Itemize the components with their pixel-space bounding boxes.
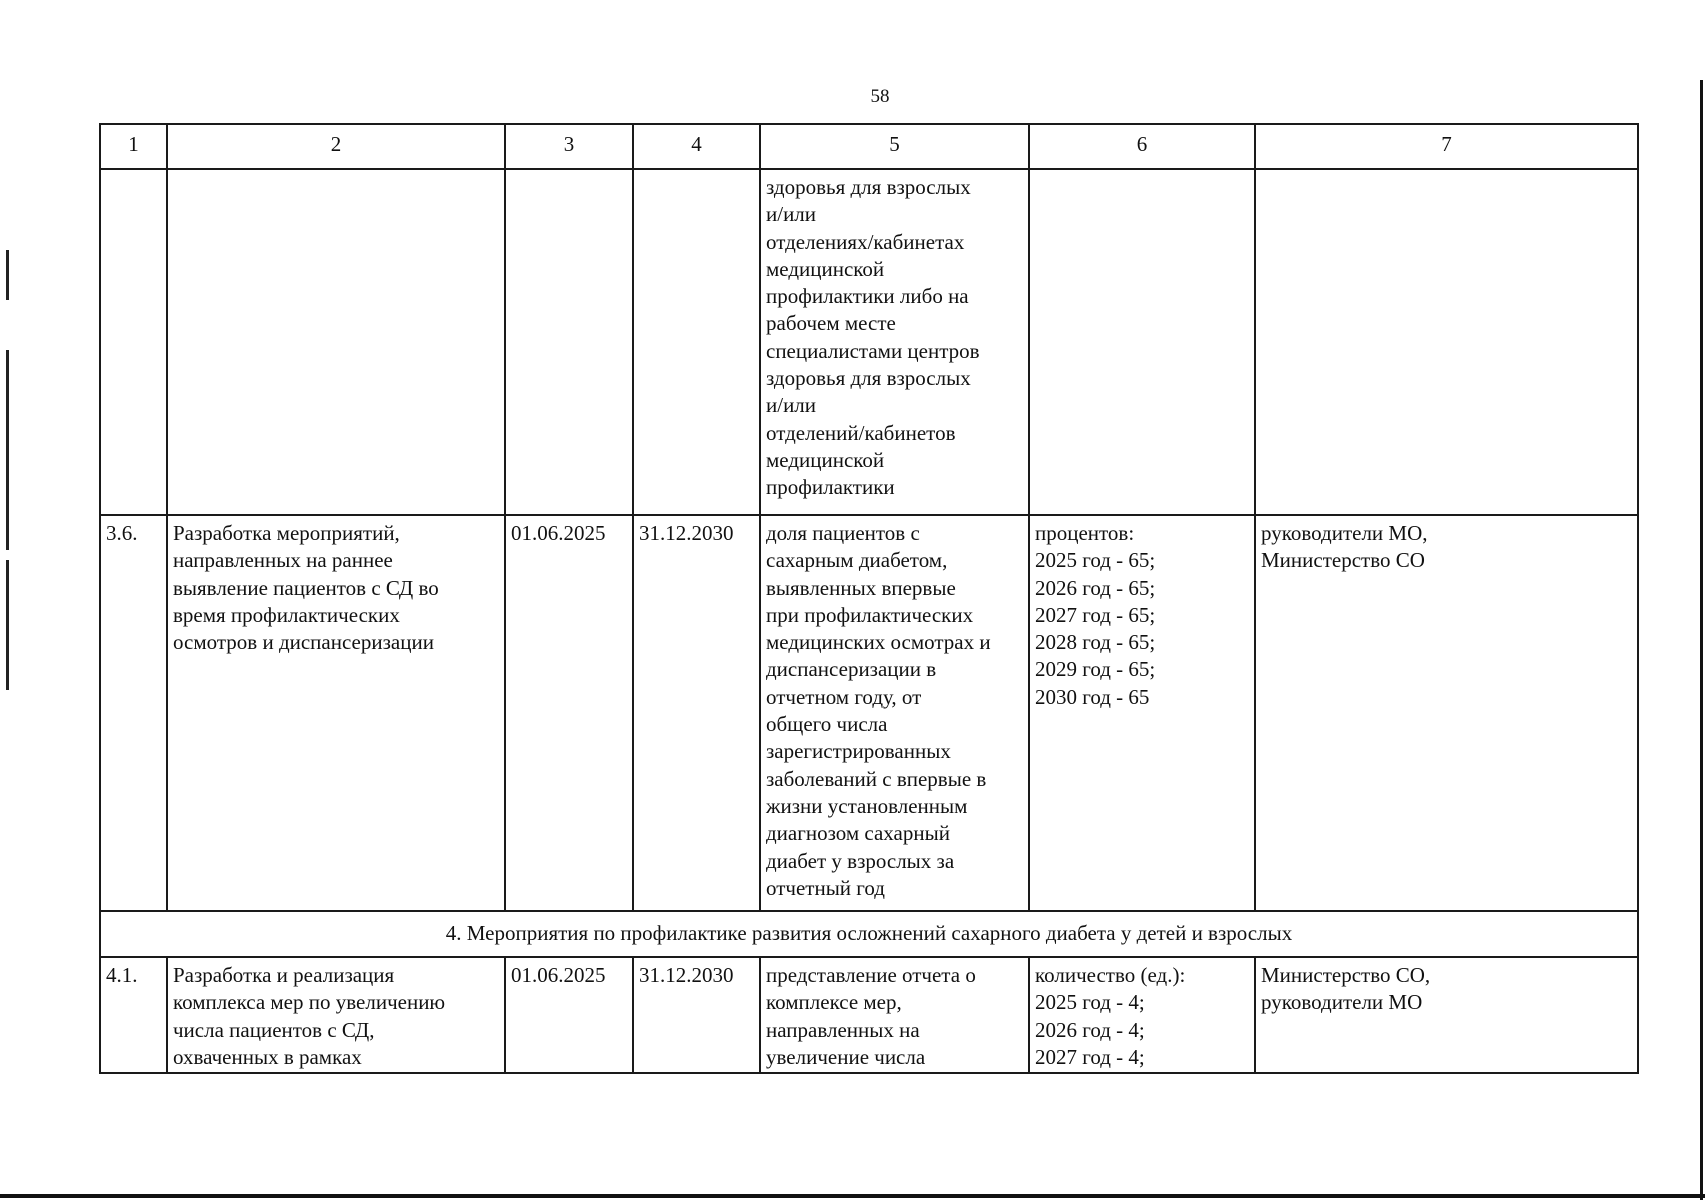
measure-cell: Разработка мероприятий, направленных на раннее выявление пациентов с СД во время профилактических осмотров и диспансеризации xyxy=(167,515,505,911)
page-number: 58 xyxy=(870,86,890,107)
scan-edge-mark xyxy=(6,350,9,550)
table-cell xyxy=(633,169,760,515)
responsible-cell: Министерство СО, руководители МО xyxy=(1255,957,1638,1073)
indicator-cell: здоровья для взрослых и/или отделениях/кабинетах медицинской профилактики либо на рабочем месте специалистами центров здоровья для взрослых и/или отделений/кабинетов медицинской профилактики xyxy=(760,169,1029,515)
header-cell: 7 xyxy=(1255,124,1638,169)
table-row-continued xyxy=(100,169,1638,515)
header-cell: 1 xyxy=(100,124,167,169)
start-date-cell: 01.06.2025 xyxy=(505,957,633,1073)
end-date-cell: 31.12.2030 xyxy=(633,957,760,1073)
table-cell xyxy=(1029,169,1255,515)
table-cell xyxy=(167,169,505,515)
header-cell: 6 xyxy=(1029,124,1255,169)
header-cell: 3 xyxy=(505,124,633,169)
header-row xyxy=(100,124,1638,169)
header-cell: 5 xyxy=(760,124,1029,169)
table-cell xyxy=(100,169,167,515)
indicator-cell: доля пациентов с сахарным диабетом, выявленных впервые при профилактических медицинских осмотрах и диспансеризации в отчетном году, от общего числа зарегистрированных заболеваний с впервые в жизни установленным диагнозом сахарный диабет у взрослых за отчетный год xyxy=(760,515,1029,911)
table-cell xyxy=(505,169,633,515)
indicator-cell: представление отчета о комплексе мер, направленных на увеличение числа xyxy=(760,957,1029,1073)
values-cell: количество (ед.): 2025 год - 4; 2026 год - 4; 2027 год - 4; xyxy=(1029,957,1255,1073)
table-row-4-1 xyxy=(100,957,1638,1073)
scan-edge-mark xyxy=(6,560,9,690)
table-cell xyxy=(1255,169,1638,515)
responsible-cell: руководители МО, Министерство СО xyxy=(1255,515,1638,911)
row-number: 3.6. xyxy=(100,515,167,911)
header-cell: 4 xyxy=(633,124,760,169)
scan-frame-bottom xyxy=(0,1194,1705,1198)
measures-table xyxy=(99,123,1639,1074)
header-cell: 2 xyxy=(167,124,505,169)
start-date-cell: 01.06.2025 xyxy=(505,515,633,911)
section-heading-row xyxy=(100,911,1638,957)
section-title: 4. Мероприятия по профилактике развития осложнений сахарного диабета у детей и взрослых xyxy=(100,911,1638,957)
scan-edge-mark xyxy=(6,250,9,300)
row-number: 4.1. xyxy=(100,957,167,1073)
table-row-3-6 xyxy=(100,515,1638,911)
values-cell: процентов: 2025 год - 65; 2026 год - 65; 2027 год - 65; 2028 год - 65; 2029 год - 65; 2030 год - 65 xyxy=(1029,515,1255,911)
end-date-cell: 31.12.2030 xyxy=(633,515,760,911)
scan-frame-right xyxy=(1700,80,1703,1200)
measure-cell: Разработка и реализация комплекса мер по увеличению числа пациентов с СД, охваченных в рамках xyxy=(167,957,505,1073)
